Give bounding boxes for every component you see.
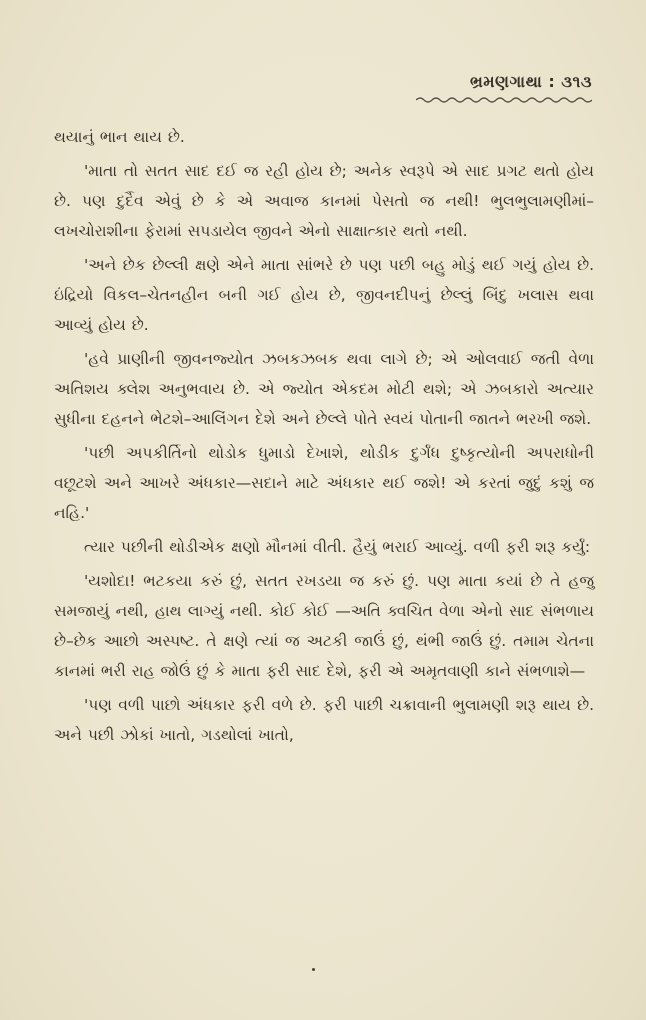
paragraph-3: 'અને છેક છેલ્લી ક્ષણે એને માતા સાંભરે છે પણ પછી બહુ મોડું થઈ ગયું હોય છે. ઇંદ્રિયો વિકલ–ચેતનહીન બની ગઈ હોય છે, જીવનદીપનું છેલ્લું બિંદુ ખલાસ થવા આવ્યું હોય છે. (54, 256, 594, 334)
paragraph-1: થયાનું ભાન થાય છે. (54, 128, 185, 146)
paragraph-5: 'પછી અપકીર્તિનો થોડોક ધુમાડો દેખાશે, થોડીક દુર્ગંધ દુષ્કૃત્યોની અપરાધોની વછૂટશે અને આખરે અંધકાર—સદાને માટે અંધકાર થઈ જશે! એ કરતાં જુદું કશું જ નહિ.' (54, 444, 594, 522)
running-title: ભ્રમણગાથા : ૩૧૩ (469, 72, 592, 91)
header-ornament (416, 96, 592, 104)
running-header (470, 72, 592, 92)
paragraph-8: 'પણ વળી પાછો અંધકાર ફરી વળે છે. ફરી પાછી ચક્રાવાની ભુલામણી શરૂ થાય છે. અને પછી ઝોકાં ખાતો, ગડથોલાં ખાતો, (54, 696, 594, 744)
paragraph-7: 'યશોદા! ભટકયા કરું છું, સતત રખડયા જ કરું છું. પણ માતા કયાં છે તે હજુ સમજાયું નથી, હાથ લાગ્યું નથી. કોઈ કોઈ —અતિ ક્વચિત વેળા એનો સાદ સંભળાય છે–છેક આછો અસ્પષ્ટ. તે ક્ષણે ત્યાં જ અટકી જાઉં છું, થંભી જાઉં છું. તમામ ચેતના કાનમાં ભરી રાહ જોઉં છું કે માતા ફરી સાદ દેશે, ફરી એ અમૃતવાણી કાને સંભળાશે— (54, 572, 594, 680)
page-dot (312, 968, 315, 971)
paragraph-4: 'હવે પ્રાણીની જીવનજ્યોત ઝબકઝબક થવા લાગે છે; એ ઓલવાઈ જતી વેળા અતિશય ક્લેશ અનુભવાય છે. એ જ્યોત એકદમ મોટી થશે; એ ઝબકારો અત્યાર સુધીના દહનને ભેટશે–આલિંગન દેશે અને છેલ્લે પોતે સ્વયં પોતાની જાતને ભરખી જશે. (54, 350, 594, 428)
paragraph-2: 'માતા તો સતત સાદ દઈ જ રહી હોય છે; અનેક સ્વરૂપે એ સાદ પ્રગટ થતો હોય છે. પણ દુર્દૈવ એવું છે કે એ અવાજ કાનમાં પેસતો જ નથી! ભુલભુલામણીમાં–લખચોરાશીના ફેરામાં સપડાયેલ જીવને એનો સાક્ષાત્કાર થતો નથી. (54, 162, 594, 240)
paragraph-6: ત્યાર પછીની થોડીએક ક્ષણો મૌનમાં વીતી. હૈયું ભરાઈ આવ્યું. વળી ફરી શરૂ કર્યું: (84, 538, 591, 556)
body-text (54, 122, 594, 754)
